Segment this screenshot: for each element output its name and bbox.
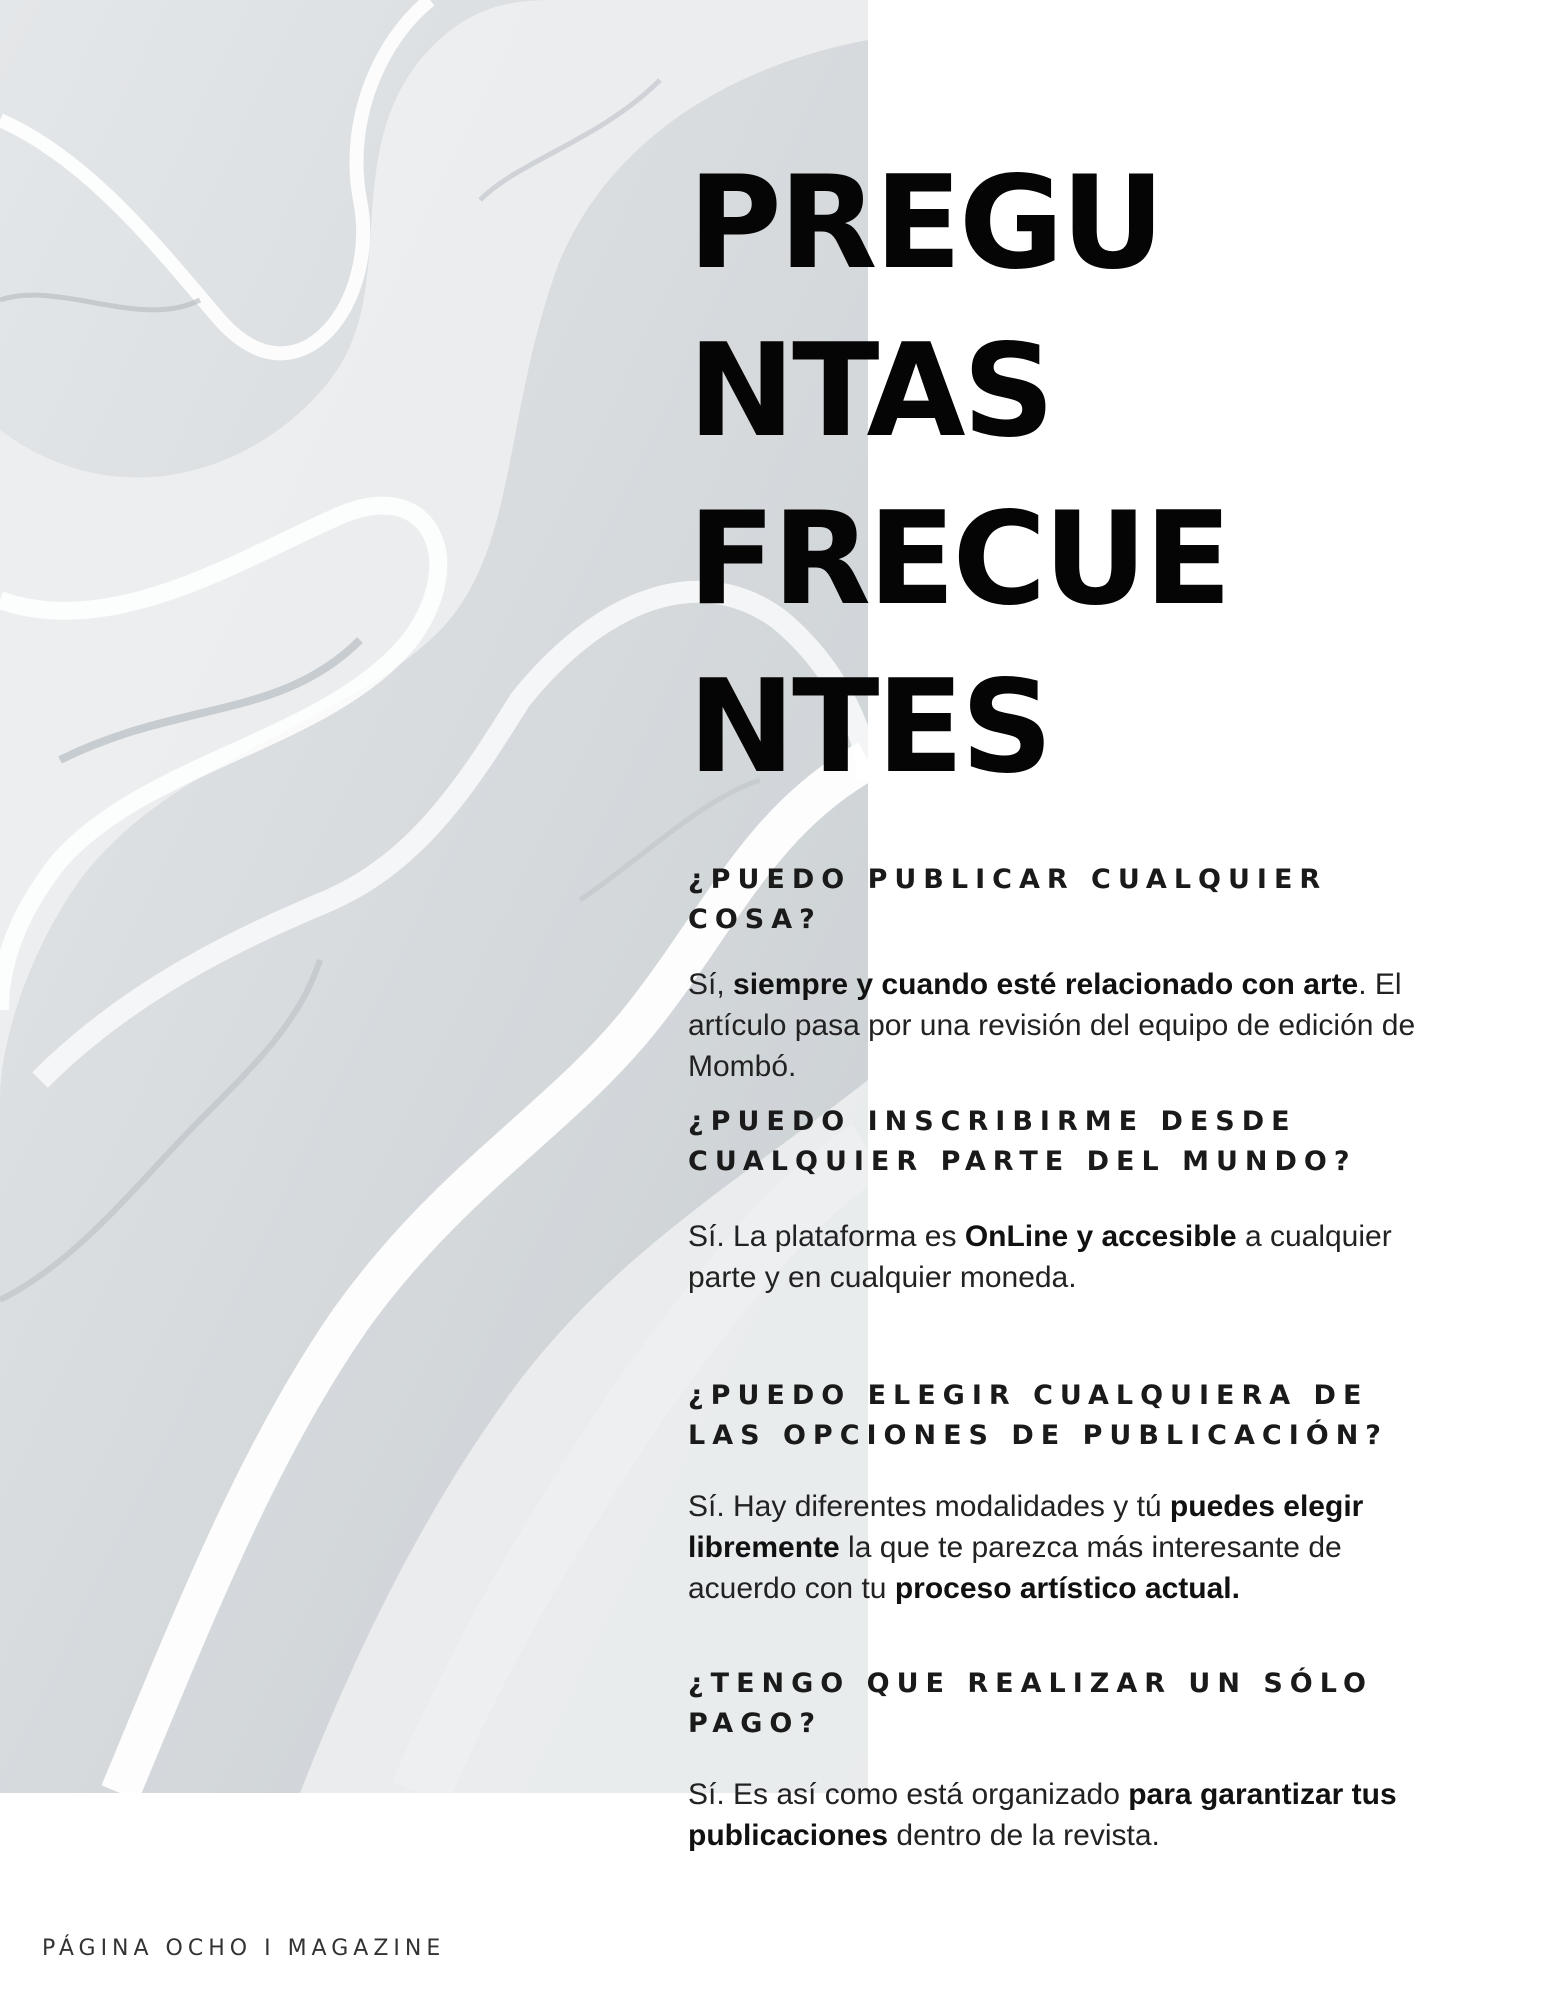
faq-answer-3-text-a: Sí. Hay diferentes modalidades y tú [688, 1490, 1170, 1523]
faq-question-2: ¿PUEDO INSCRIBIRME DESDE CUALQUIER PARTE DEL MUNDO? [688, 1106, 1357, 1177]
faq-question-4: ¿TENGO QUE REALIZAR UN SÓLO PAGO? [688, 1668, 1373, 1739]
page-title [688, 140, 1248, 812]
faq-answer-2-text-a: Sí. La plataforma es [688, 1220, 965, 1253]
faq-answer-3-text-b: la que te parezca más interesante de acuerdo con tu [688, 1531, 1342, 1605]
title-line-4: NTES [688, 653, 1051, 802]
faq-answer-4-text-a: Sí. Es así como está organizado [688, 1778, 1129, 1811]
faq-answer-3-bold-a: puedes elegir libremente [688, 1490, 1364, 1564]
faq-answer-1 [688, 964, 1448, 1087]
faq-answer-4-bold-a: para garantizar tus publicaciones [688, 1778, 1397, 1852]
faq-answer-1-bold-a: siempre y cuando esté relacionado con arte [733, 968, 1359, 1001]
faq-item-3 [688, 1376, 1448, 1609]
faq-question-1: ¿PUEDO PUBLICAR CUALQUIER COSA? [688, 864, 1328, 935]
title-line-3: FRECUE [688, 485, 1229, 634]
faq-answer-1-text-a: Sí, [688, 968, 734, 1001]
faq-answer-2-text-b: a cualquier parte y en cualquier moneda. [688, 1220, 1392, 1294]
faq-answer-4 [688, 1774, 1448, 1856]
title-line-1: PREGU [688, 149, 1162, 298]
faq-answer-4-text-b: dentro de la revista. [888, 1819, 1160, 1852]
faq-answer-1-text-b: . El artículo pasa por una revisión del equipo de edición de Mombó. [688, 968, 1416, 1083]
title-line-2: NTAS [688, 317, 1052, 466]
faq-answer-3 [688, 1486, 1448, 1609]
faq-answer-2 [688, 1216, 1448, 1298]
faq-item-1 [688, 860, 1448, 1087]
faq-item-2 [688, 1102, 1448, 1298]
faq-answer-2-bold-a: OnLine y accesible [964, 1220, 1237, 1253]
faq-question-3: ¿PUEDO ELEGIR CUALQUIERA DE LAS OPCIONES DE PUBLICACIÓN? [688, 1380, 1388, 1451]
page-footer: PÁGINA OCHO I MAGAZINE [42, 1936, 446, 1961]
faq-item-4 [688, 1664, 1448, 1856]
faq-answer-3-bold-b: proceso artístico actual. [894, 1572, 1240, 1605]
